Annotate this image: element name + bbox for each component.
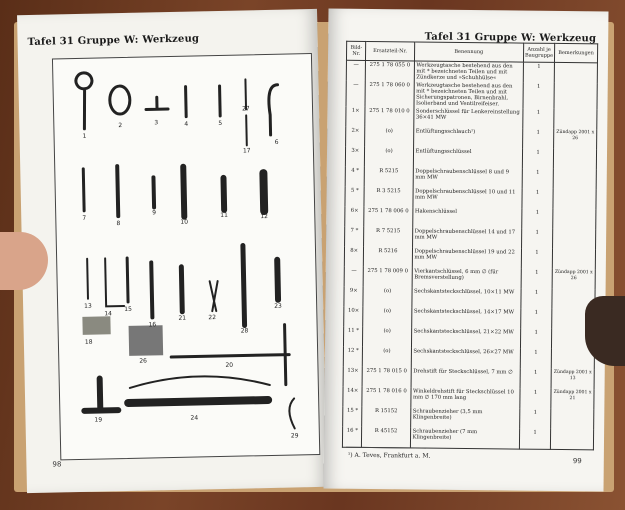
pliers-22-icon <box>210 281 219 311</box>
wrench-7-icon <box>83 169 84 211</box>
hook-6-icon <box>269 85 279 135</box>
table-cell-name: Doppelschraubenschlüssel 10 und 11 mm MW <box>412 187 522 208</box>
table-cell-name: Sechskantsteckschlüssel, 10×11 MW <box>411 287 521 308</box>
table-cell-name: Schraubenzieher (7 mm Klingenbreite) <box>410 427 520 449</box>
table-cell-bild: 16 * <box>342 427 362 448</box>
table-row <box>343 347 594 370</box>
table-row <box>345 167 596 190</box>
table-cell-st: 1 <box>523 109 554 129</box>
table-cell-nr: (o) <box>363 347 411 368</box>
table-cell-name: Sonderschlüssel für Lenkereinstellung 36×41 MW <box>413 107 523 128</box>
tool-number: 24 <box>190 414 199 422</box>
right-page-header: Tafel 31 Gruppe W: Werkzeug <box>424 31 597 45</box>
box-26-icon <box>129 325 164 356</box>
table-cell-name: Schraubenzieher (3,5 mm Klingenbreite) <box>410 407 520 428</box>
socket-9-icon <box>153 177 154 207</box>
tool-number: 12 <box>260 212 269 221</box>
table-cell-nr: (o) <box>365 147 413 168</box>
table-cell-st: 1 <box>523 129 554 149</box>
table-cell-st: 1 <box>521 249 552 269</box>
table-cell-st: 1 <box>520 349 551 369</box>
table-row <box>344 247 595 270</box>
table-cell-nr: 275 1 78 016 0 <box>362 387 410 408</box>
table-cell-bild: 3× <box>345 147 365 167</box>
table-cell-nr: (o) <box>363 327 411 348</box>
left-page <box>17 9 327 493</box>
table-cell-nr: R 5216 <box>364 247 412 268</box>
table-cell-st: 1 <box>523 83 554 109</box>
table-cell-nr: R 3 5215 <box>364 187 412 208</box>
right-page-number: 99 <box>572 457 582 466</box>
parts-table <box>342 41 598 451</box>
table-cell-st: 1 <box>520 329 551 349</box>
screwdriver-15-icon <box>127 258 128 302</box>
table-cell-nr: 275 1 78 015 0 <box>363 367 411 388</box>
table-cell-nr: 275 1 78 055 0 <box>366 60 414 81</box>
tool-number: 10 <box>180 218 189 226</box>
tool-number: 27 <box>241 105 250 113</box>
table-cell-bem <box>553 229 596 249</box>
table-cell-nr: (o) <box>363 307 411 328</box>
table-cell-bem <box>554 83 597 109</box>
table-cell-nr: 275 1 78 006 0 <box>364 207 412 228</box>
table-row <box>345 227 596 250</box>
table-cell-st: 1 <box>522 229 553 249</box>
tool-number: 14 <box>104 310 113 318</box>
table-row <box>343 367 594 390</box>
table-row <box>346 107 597 130</box>
table-cell-name: Sechskantsteckschlüssel, 21×22 MW <box>411 327 521 348</box>
table-cell-st: 1 <box>522 149 553 169</box>
table-cell-bild: 6× <box>345 207 365 227</box>
table-cell-bild: 15 * <box>343 407 363 427</box>
table-cell-name: Entlüftungsschlüssel <box>413 147 523 168</box>
tool-illustration-plate <box>52 53 320 460</box>
table-cell-st: 1 <box>521 309 552 329</box>
table-cell-name: Doppelschraubenschlüssel 14 und 17 mm MW <box>412 227 522 248</box>
table-cell-nr: R 45152 <box>362 427 410 448</box>
footnote-rule <box>346 447 426 449</box>
column-header: Bemerkungen <box>555 43 598 62</box>
wrench-4-icon <box>186 87 187 117</box>
grease-gun-24-icon <box>128 400 268 403</box>
table-cell-bild: 11 * <box>343 327 363 347</box>
footnote: ¹) A. Teves, Frankfurt a. M. <box>347 451 431 460</box>
table-cell-bild: 5 * <box>345 187 365 207</box>
table-cell-bild: 9× <box>344 287 364 307</box>
key-3-icon <box>146 97 168 109</box>
table-cell-st: 1 <box>520 389 551 409</box>
table-cell-st: 1 <box>523 62 554 83</box>
column-header: Anzahl je Baugruppe <box>523 43 554 62</box>
table-row <box>344 307 595 330</box>
screwdriver-16-icon <box>151 262 152 317</box>
table-cell-bem <box>553 149 596 169</box>
table-cell-name: Winkeldrehstift für Steckschlüssel 10 mm ∅ 170 mm lang <box>410 387 520 408</box>
table-cell-name: Entlüftungsschlauch¹) <box>413 127 523 148</box>
table-cell-nr: 275 1 78 060 0 <box>365 81 413 108</box>
table-cell-nr: (o) <box>365 127 413 148</box>
tool-number: 17 <box>242 147 251 155</box>
table-cell-bem: Zündapp 2001 x 13 <box>551 369 594 389</box>
table-cell-bild: 12 * <box>343 347 363 367</box>
table-cell-bem <box>550 429 593 450</box>
table-cell-st: 1 <box>520 369 551 389</box>
table-row <box>346 127 597 150</box>
table-cell-nr: (o) <box>363 287 411 308</box>
tool-number: 5 <box>218 119 223 128</box>
table-cell-name: Doppelschraubenschlüssel 8 und 9 mm MW <box>413 167 523 188</box>
table-cell-name: Doppelschraubenschlüssel 19 und 22 mm MW <box>412 247 522 268</box>
tool-number: 16 <box>148 321 157 329</box>
socket-11-icon <box>223 178 224 210</box>
table-cell-nr: R 5215 <box>365 167 413 188</box>
table-row <box>344 287 595 310</box>
pin-17-icon <box>246 115 247 145</box>
table-cell-bem <box>553 169 596 189</box>
tool-number: 26 <box>139 357 148 365</box>
bar-20b-icon <box>285 325 286 385</box>
table-cell-bem <box>554 109 597 129</box>
tool-number: 13 <box>84 302 92 310</box>
wrench-5-icon <box>220 86 221 116</box>
column-header: Benennung <box>414 42 524 62</box>
table-cell-nr: 275 1 78 010 0 <box>365 107 413 128</box>
table-row <box>344 267 595 290</box>
table-cell-bild: 13× <box>343 367 363 387</box>
table-cell-bem: Zündapp 2001 x 26 <box>554 129 597 149</box>
table-row <box>343 327 594 350</box>
table-cell-bem: Zündapp 2001 x 21 <box>551 389 594 409</box>
tool-number: 28 <box>240 327 249 335</box>
table-cell-bild: 7 * <box>345 227 365 247</box>
hose-2-icon <box>110 86 131 114</box>
bar-20-icon <box>171 355 289 357</box>
table-cell-nr: R 15152 <box>362 407 410 428</box>
table-cell-st: 1 <box>519 429 550 450</box>
table-cell-bem <box>553 209 596 229</box>
table-cell-st: 1 <box>522 189 553 209</box>
table-cell-bem <box>551 409 594 429</box>
table-row <box>345 147 596 170</box>
left-page-number: 98 <box>52 460 62 469</box>
pin-14-icon <box>105 258 124 306</box>
table-cell-bild: 14× <box>343 387 363 407</box>
table-cell-bild: 8× <box>344 247 364 267</box>
tin-18-icon <box>82 316 110 335</box>
table-cell-st: 1 <box>521 269 552 289</box>
table-cell-name: Sechskantsteckschlüssel, 26×27 MW <box>411 347 521 368</box>
tool-number: 18 <box>84 338 93 346</box>
table-cell-bild: — <box>346 81 366 107</box>
table-cell-bild: 2× <box>346 127 366 147</box>
socket-12-icon <box>263 173 264 211</box>
table-row <box>345 187 596 210</box>
table-cell-bem <box>551 349 594 369</box>
table-row <box>343 407 594 430</box>
tool-number: 9 <box>152 209 157 217</box>
hook-29-icon <box>289 398 295 428</box>
jack-19-icon <box>84 378 119 411</box>
table-cell-name: Werkzeugtasche bestehend aus den mit * bezeichneten Teilen und mit Zündkerze und »Schuhhülse« <box>414 61 524 83</box>
tyre-lever-28-icon <box>243 246 245 326</box>
tool-number: 4 <box>184 120 189 128</box>
table-cell-name: Drehstift für Steckschlüssel, 7 mm ∅ <box>411 367 521 388</box>
tool-number: 29 <box>290 432 299 440</box>
table-cell-name: Werkzeugtasche bestehend aus den mit * bezeichneten Teilen und mit Sicherungspatronen, Birnenbrahl, Isolierband und Ventilreifeiser. <box>413 81 523 108</box>
tool-number: 1 <box>82 132 87 140</box>
column-header: Bild-Nr. <box>346 41 366 60</box>
table-row <box>343 387 594 410</box>
table-header-row <box>346 41 597 63</box>
pin-13-icon <box>87 259 88 299</box>
tool-number: 3 <box>154 119 159 127</box>
socket-10-icon <box>183 167 184 217</box>
table-cell-nr: R 7 5215 <box>364 227 412 248</box>
table-cell-st: 1 <box>522 209 553 229</box>
tool-number: 22 <box>208 314 217 322</box>
table-cell-nr: 275 1 78 009 0 <box>364 267 412 288</box>
table-cell-st: 1 <box>520 409 551 429</box>
tool-number: 2 <box>118 122 123 130</box>
table-cell-bild: 1× <box>346 107 366 127</box>
table-cell-st: 1 <box>522 169 553 189</box>
table-cell-bild: 4 * <box>345 167 365 187</box>
table-cell-bem <box>553 189 596 209</box>
table-row <box>346 81 597 110</box>
left-page-header: Tafel 31 Gruppe W: Werkzeug <box>27 33 200 48</box>
table-cell-name: Sechskantsteckschlüssel, 14×17 MW <box>411 307 521 328</box>
column-header: Ersatzteil-Nr. <box>366 41 414 61</box>
handle-24-icon <box>130 375 270 388</box>
table-cell-bem <box>554 62 597 83</box>
tool-number: 21 <box>178 314 187 322</box>
tools-drawing <box>53 54 319 459</box>
table-cell-name: Hakenschlüssel <box>412 207 522 228</box>
table-cell-st: 1 <box>521 289 552 309</box>
table-row <box>345 207 596 230</box>
tool-number: 19 <box>94 416 103 424</box>
wrench-8-icon <box>117 166 118 216</box>
table-cell-bem: Zündapp 2001 x 26 <box>552 269 595 289</box>
table-cell-bild: — <box>344 267 364 287</box>
tool-number: 20 <box>225 361 234 369</box>
wrench-21-icon <box>181 267 182 312</box>
table-cell-name: Vierkantschlüssel, 6 mm ∅ (für Bremsverstellung) <box>412 267 522 288</box>
right-page <box>323 9 608 492</box>
tool-number: 23 <box>274 302 282 310</box>
item-23-icon <box>277 260 278 300</box>
table-cell-bild: 10× <box>344 307 364 327</box>
wrench-1-icon <box>76 73 93 129</box>
tool-number: 6 <box>274 138 279 146</box>
tool-number: 11 <box>220 211 228 219</box>
tool-number: 8 <box>116 220 121 228</box>
table-cell-bild: — <box>346 60 366 81</box>
table-cell-bem <box>552 249 595 269</box>
tool-number: 15 <box>124 305 132 314</box>
table-row <box>346 60 597 83</box>
tool-number: 7 <box>82 214 87 222</box>
